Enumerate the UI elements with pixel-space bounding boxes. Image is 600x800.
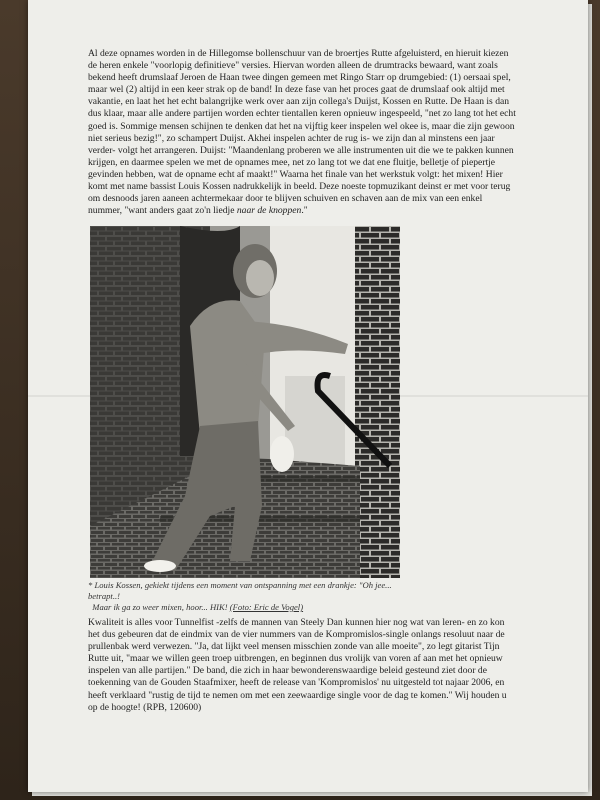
caption-line-2-text: Maar ik ga zo weer mixen, hoor... HIK! xyxy=(92,602,228,612)
article-paragraph-2: Kwaliteit is alles voor Tunnelfist -zelfs de mannen van Steely Dan kunnen hier nog wat van leren- en zo kon het dus gebeuren dat de eindmix van de vier nummers van de Kompromislos-single onlangs resoluut naar de prullenbak werd verwezen. "Ja, dat lijkt veel mensen misschien zonde van alle moeite", zo legt gitarist Tijn Rutte uit, "maar we willen geen troep uitbrengen, en beginnen dus vrolijk van voren af aan met het opnieuw inspelen van alle partijen." De band, die zich in haar bewonderenswaardige beleid gesteund ziet door de toekenning van de Gouden Staafmixer, heeft de release van 'Kompromislos' nu uitgesteld tot najaar 2006, en heeft verklaard "rustig de tijd te nemen om met een zeewaardige single voor de dag te komen." Wij houden u op de hoogte! (RPB, 120600) xyxy=(88,617,507,713)
photo-caption xyxy=(88,580,408,613)
caption-line-1: * Louis Kossen, gekiekt tijdens een moment van ontspanning met een drankje: "Oh jee... betrapt..! xyxy=(88,580,392,601)
person-leaning-on-brick-wall-photo xyxy=(90,226,400,578)
article-paragraph-1 xyxy=(88,48,518,217)
paragraph-1-italic: naar de knoppen xyxy=(236,205,302,217)
caption-line-2 xyxy=(88,602,408,613)
paragraph-1-end: ." xyxy=(301,205,308,217)
photo-louis-kossen xyxy=(90,226,400,578)
photo-credit: (Foto: Eric de Vogel) xyxy=(229,602,304,612)
paragraph-1-text: Al deze opnames worden in de Hillegomse bollenschuur van de broertjes Rutte afgeluisterd, en hieruit kiezen de heren enkele "voorlopig definitieve" versies. Hiervan worden alleen de drumtracks bewaard, want zoals bekend heeft drumslaaf Jeroen de Haan twee dingen gemeen met Ringo Starr op drumgebied: (1) oersaai spel, maar wel (2) altijd in een keer strak op de band! In deze fase van het proces gaat de drumslaaf ook altijd met vakantie, en laat het het echt balangrijke werk over aan zijn collega's Duijst, Kossen en Rutte. De Haan is dan dus klaar, maar alle andere partijen worden echter tientallen keren opnieuw ingespeeld, "net zo lang tot het echt goed is. Sommige mensen schijnen te denken dat het na vijftig keer inspelen wel okee is, maar die zijn gewoon niet serieus bezig!", zo schampert Duijst. Akhei inspelen achter de rug is- we zijn dan al minstens een jaar verder- volgt het arrangeren. Duijst: "Maandenlang proberen we alle instrumenten uit die we te pakken kunnen krijgen, en daarmee spelen we met de opnames mee, net zo lang tot we dat ene fluitje, belletje of piepertje gevinden hebben, wat de opname echt af maakt!" Waarna het finale van het werkstuk volgt: het mixen! Hier komt met name bassist Louis Kossen nadrukkelijk in beeld. Deze noeste topmuzikant deinst er met voor terug om desnoods jaren aaneen achtermekaar door te blijven schuiven en schaven aan de mix van een enkel nummer, "want anders gaat zo'n liedje xyxy=(88,48,516,217)
